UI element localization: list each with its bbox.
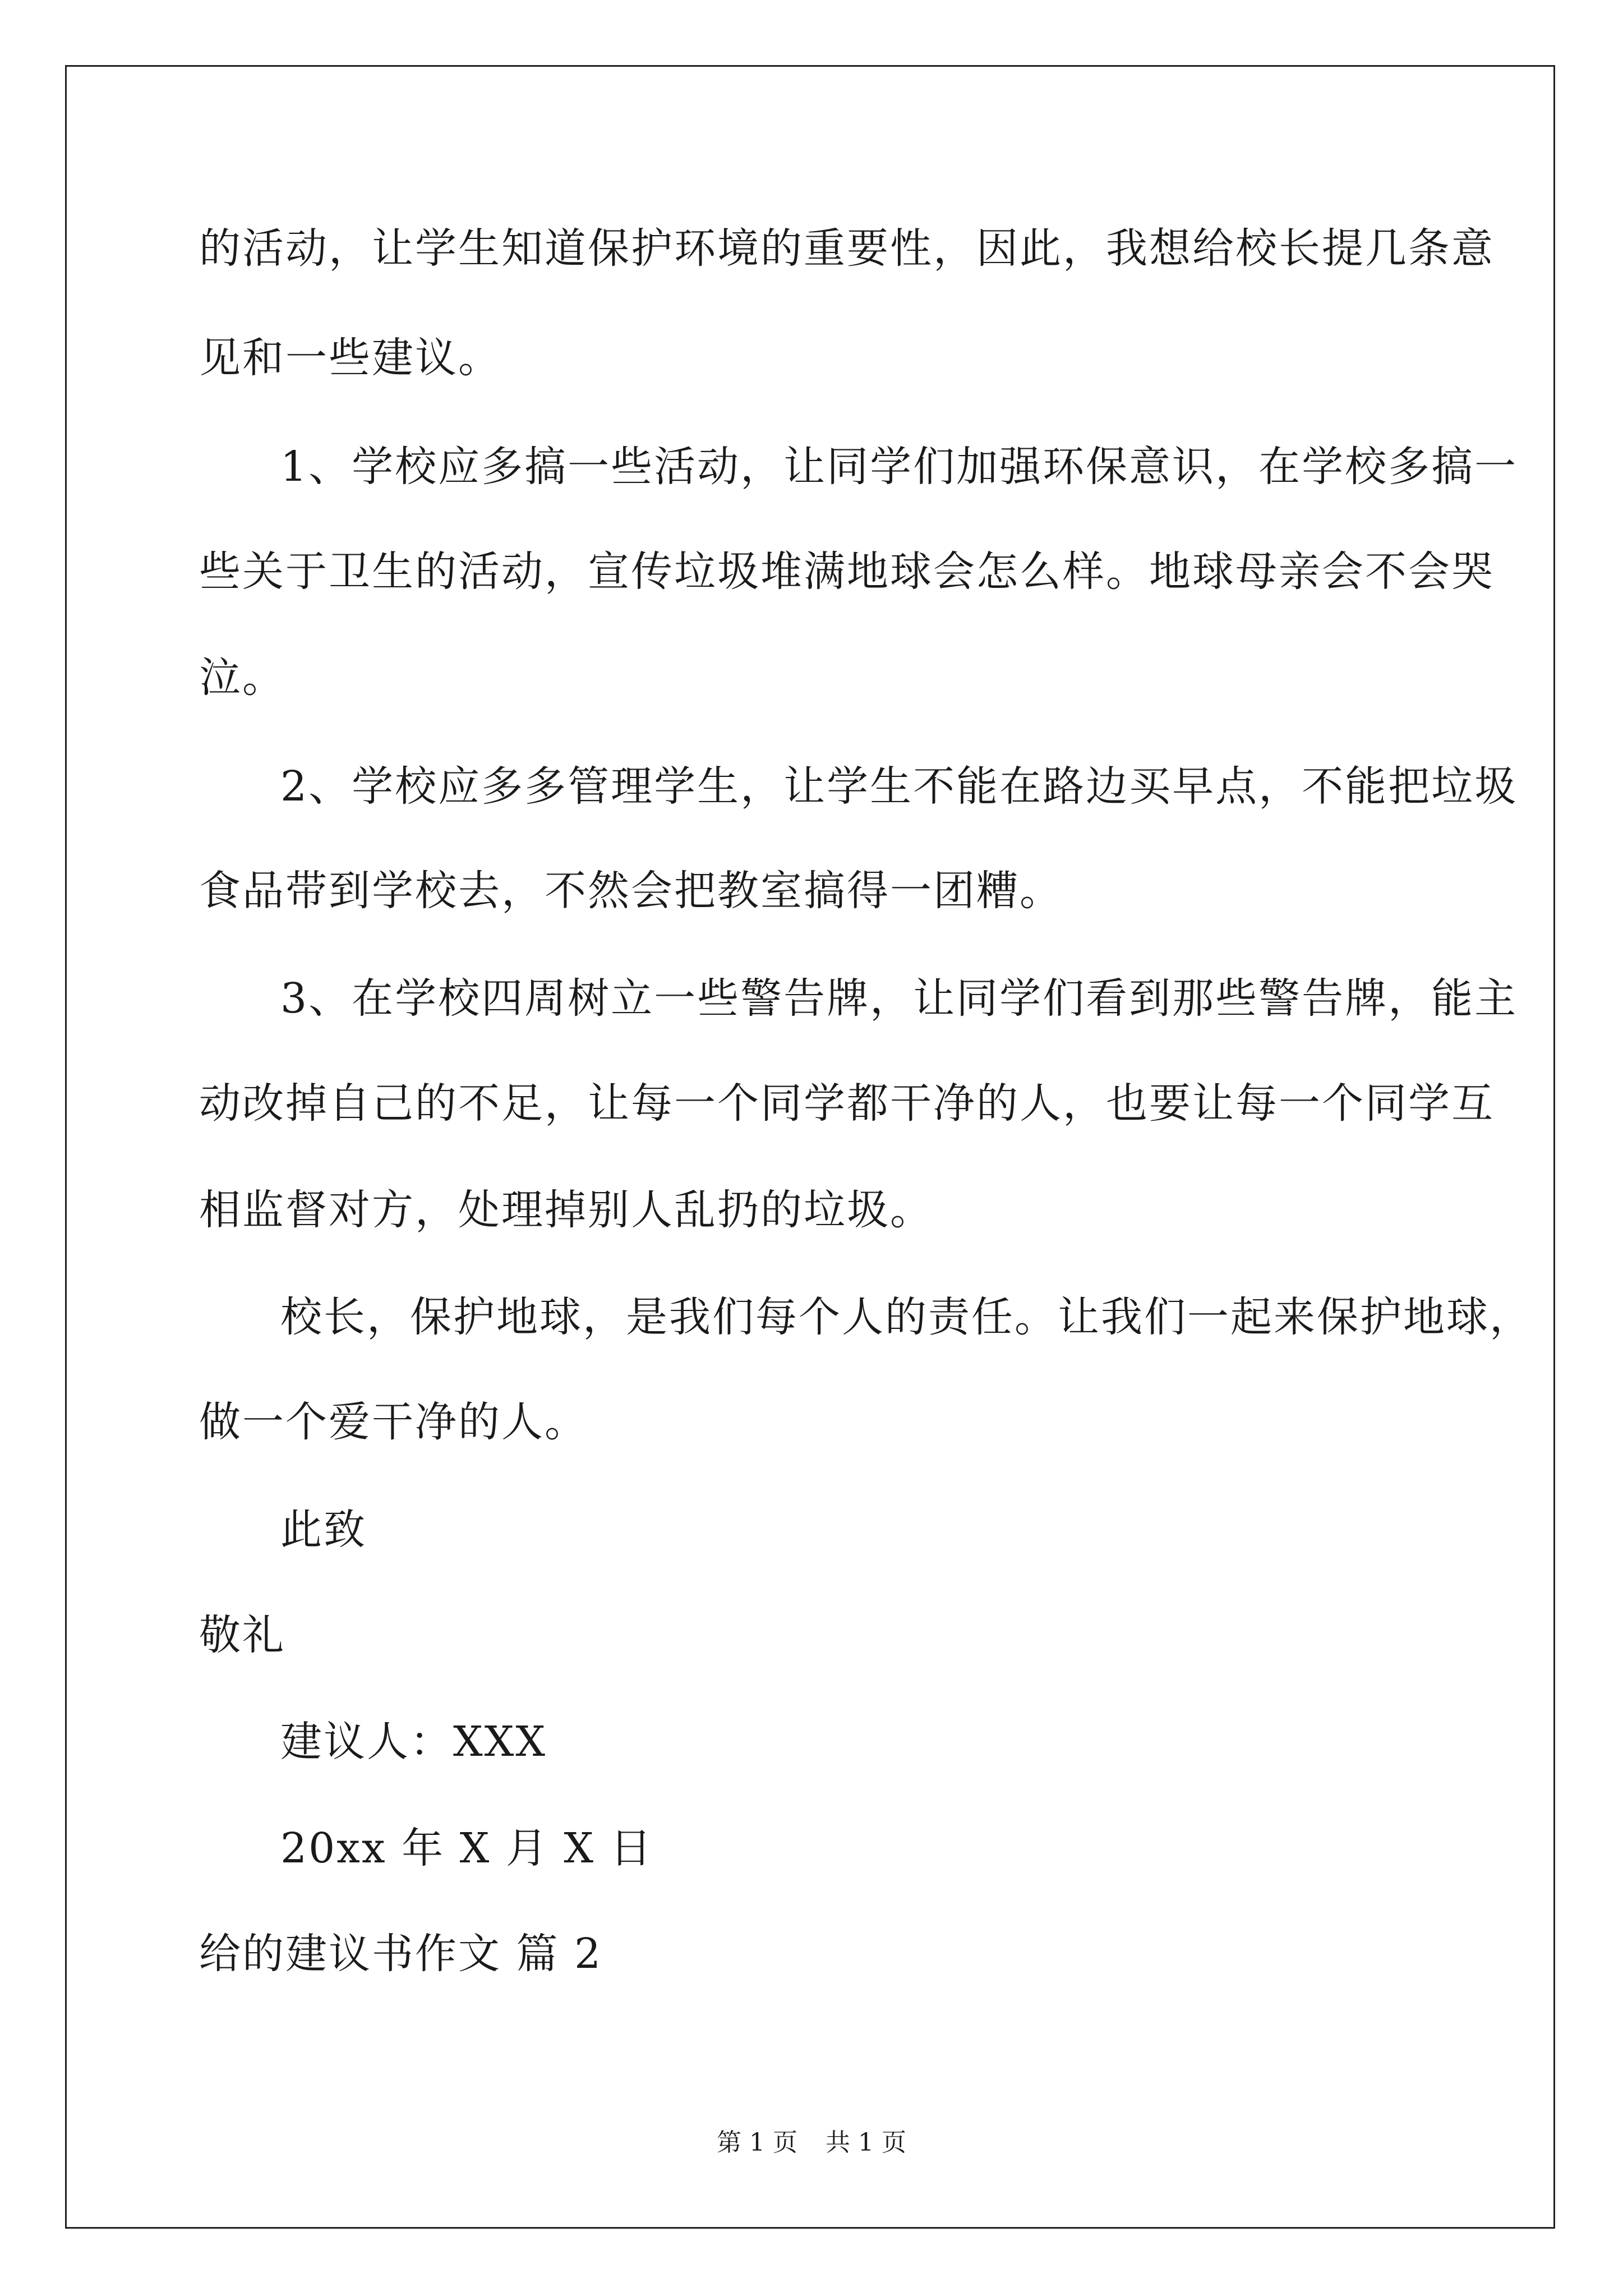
page-footer: [0, 2126, 1623, 2160]
body-line: 做一个爱干净的人。: [199, 1398, 588, 1446]
page-number-current: 第 1 页: [717, 2128, 797, 2157]
body-line: 泣。: [199, 654, 285, 702]
body-line: 见和一些建议。: [199, 334, 501, 382]
page-number-total: 共 1 页: [826, 2128, 906, 2157]
section-heading: 给的建议书作文 篇 2: [199, 1930, 603, 1978]
body-line: 2、学校应多多管理学生，让学生不能在路边买早点，不能把垃圾: [280, 762, 1518, 811]
body-line: 些关于卫生的活动，宣传垃圾堆满地球会怎么样。地球母亲会不会哭: [199, 547, 1495, 596]
body-line: 校长，保护地球，是我们每个人的责任。让我们一起来保护地球，: [280, 1293, 1533, 1341]
signature-line: 建议人：XXX: [280, 1718, 547, 1766]
body-line: 相监督对方，处理掉别人乱扔的垃圾。: [199, 1186, 933, 1234]
date-line: 20xx 年 X 月 X 日: [280, 1824, 653, 1872]
body-line: 动改掉自己的不足，让每一个同学都干净的人，也要让每一个同学互: [199, 1079, 1495, 1128]
body-line: 3、在学校四周树立一些警告牌，让同学们看到那些警告牌，能主: [280, 974, 1518, 1023]
body-line: 食品带到学校去，不然会把教室搞得一团糟。: [199, 867, 1063, 915]
salutation-line: 敬礼: [199, 1611, 285, 1659]
page-border: [65, 65, 1555, 2229]
salutation-line: 此致: [280, 1506, 367, 1554]
body-line: 1、学校应多搞一些活动，让同学们加强环保意识，在学校多搞一: [280, 443, 1518, 491]
body-line: 的活动，让学生知道保护环境的重要性，因此，我想给校长提几条意: [199, 224, 1495, 273]
